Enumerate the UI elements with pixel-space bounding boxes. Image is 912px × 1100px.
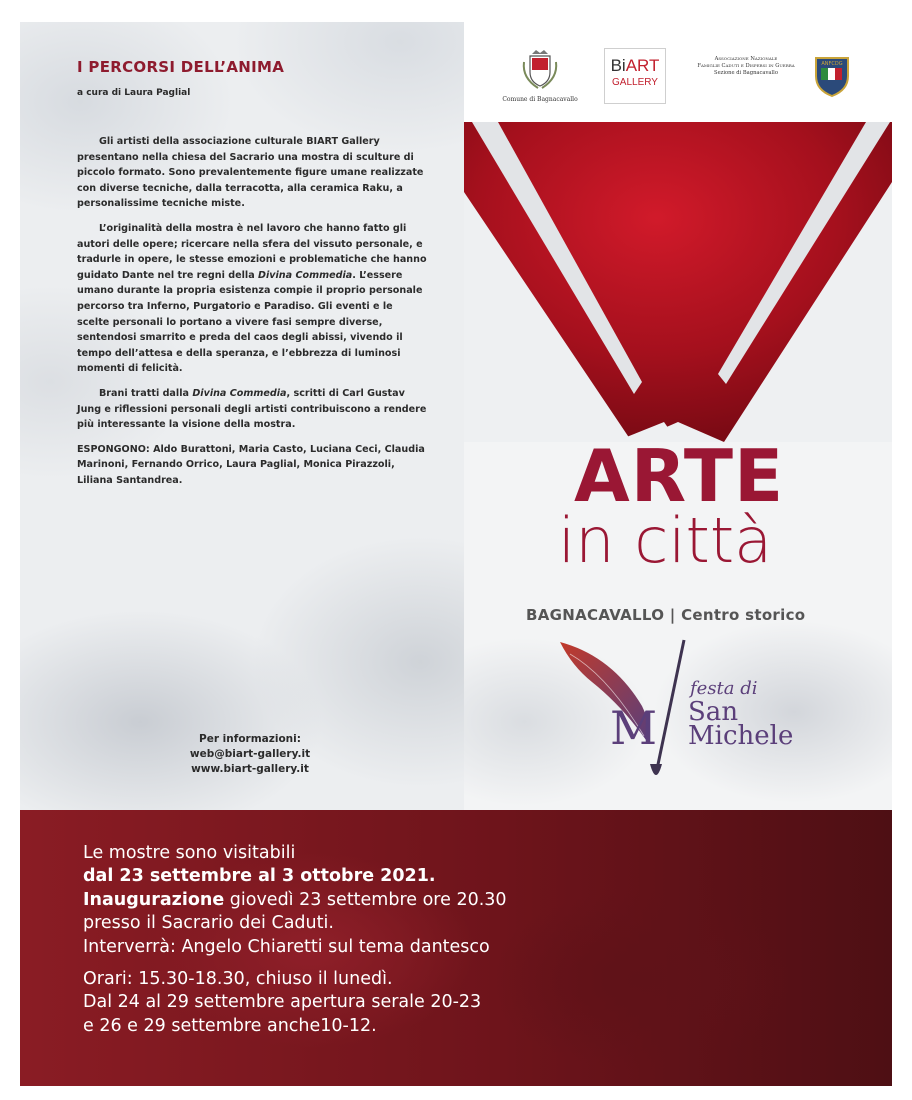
- shield-logo-icon: [812, 54, 852, 98]
- morning-line: e 26 e 29 settembre anche10-12.: [83, 1015, 377, 1036]
- description-text: [77, 134, 427, 497]
- association-logo-text: [688, 56, 804, 77]
- page-title: I PERCORSI DELL’ANIMA: [77, 58, 285, 76]
- assoc-line1: Associazione Nazionale: [714, 56, 778, 62]
- venue-line: presso il Sacrario dei Caduti.: [83, 913, 334, 934]
- festa-line1: festa di: [690, 678, 758, 699]
- exhibitors-list: ESPONGONO: Aldo Burattoni, Maria Casto, Luciana Ceci, Claudia Marinoni, Fernando Orrico, Laura Paglial, Monica Pirazzoli, Liliana Santandrea.: [77, 443, 425, 486]
- biart-gallery-word: GALLERY: [612, 77, 658, 88]
- inauguration-date: giovedì 23 settembre ore 20.30: [224, 889, 507, 910]
- paragraph-originality-a: L’originalità della mostra è nel lavoro che hanno fatto gli autori delle opere; ricercare nella sfera del vissuto personale, e tradurle in opere, le stesse emozioni e problematiche che hanno guidato Dante nel tre regni della: [77, 222, 427, 281]
- red-triangle-graphic: [464, 122, 892, 442]
- comune-caption: Comune di Bagnacavallo: [502, 96, 578, 103]
- paragraph-excerpts: [77, 386, 427, 433]
- right-panel: [464, 22, 892, 810]
- assoc-line3: Sezione di Bagnacavallo: [714, 70, 778, 76]
- inauguration-label: Inaugurazione: [83, 889, 225, 910]
- visit-line: Le mostre sono visitabili: [83, 843, 296, 863]
- location-line: BAGNACAVALLO | Centro storico: [526, 606, 806, 624]
- flyer: [20, 22, 892, 1086]
- biart-art: ART: [625, 56, 660, 75]
- opening-info: [83, 842, 703, 959]
- sponsor-logos: [464, 22, 892, 122]
- biart-gallery-logo: [604, 48, 666, 104]
- festa-san-michele-logo: [552, 636, 832, 786]
- paragraph-excerpts-b: , scritti di Carl Gustav Jung e riflessioni personali degli artisti contribuiscono a rendere più interessante la visione della mostra.: [77, 387, 427, 431]
- left-panel: [20, 22, 464, 810]
- dates-info: [83, 842, 703, 1047]
- contact-email[interactable]: web@biart-gallery.it: [189, 748, 311, 760]
- festa-initial: M: [610, 701, 658, 755]
- in-citta-heading: in città: [558, 504, 773, 577]
- comune-logo: [496, 48, 584, 103]
- hours-line: Orari: 15.30-18.30, chiuso il lunedì.: [83, 969, 393, 990]
- biart-bi: Bi: [610, 56, 626, 75]
- shield-text: ANFCDG: [821, 61, 843, 67]
- comune-crest-icon: [518, 48, 562, 90]
- date-range: dal 23 settembre al 3 ottobre 2021.: [83, 866, 436, 887]
- hours-info: [83, 968, 703, 1038]
- dates-band: [20, 810, 892, 1086]
- contact-website[interactable]: www.biart-gallery.it: [191, 763, 309, 775]
- paragraph-originality-b: . L’essere umano durante la propria esistenza compie il proprio personale percorso tra Inferno, Purgatorio e Paradiso. Gli eventi e le scelte personali lo portano a vivere fasi sempre diverse, sentendosi smarrito e preda del caos degli abissi, vivendo il tempo dell’attesa e della speranza, e l’ebbrezza di luminosi momenti di felicità.: [77, 269, 423, 375]
- arte-heading: ARTE: [574, 434, 785, 518]
- divina-commedia-title-2: Divina Commedia: [192, 387, 287, 399]
- paragraph-intro: Gli artisti della associazione culturale BIART Gallery presentano nella chiesa del Sacrario una mostra di sculture di piccolo formato. Sono prevalentemente figure umane realizzate con diverse tecniche, dalla terracotta, alla ceramica Raku, a personalissime tecniche miste.: [77, 136, 424, 210]
- curator-line: a cura di Laura Paglial: [77, 88, 191, 98]
- festa-line3: Michele: [688, 721, 794, 751]
- paragraph-originality: [77, 221, 427, 377]
- festa-line2: San: [688, 697, 739, 727]
- divina-commedia-title: Divina Commedia: [258, 269, 353, 281]
- paragraph-excerpts-a: Brani tratti dalla: [99, 387, 193, 399]
- assoc-line2: Famiglie Caduti e Dispersi in Guerra: [697, 63, 795, 69]
- contact-label: Per informazioni:: [199, 733, 301, 745]
- speaker-line: Interverrà: Angelo Chiaretti sul tema dantesco: [83, 936, 490, 957]
- contact-info: [160, 732, 340, 777]
- evening-line: Dal 24 al 29 settembre apertura serale 20-23: [83, 992, 482, 1013]
